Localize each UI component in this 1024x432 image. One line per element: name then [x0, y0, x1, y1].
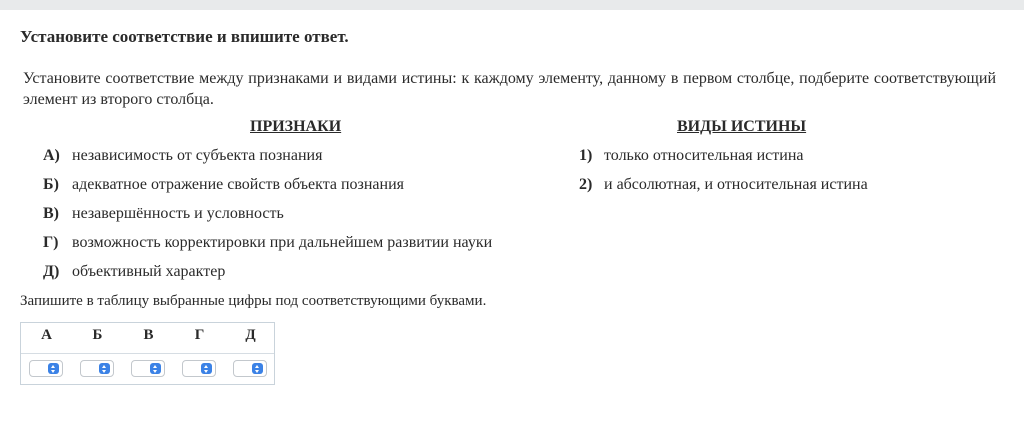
updown-chevron-icon [252, 363, 263, 374]
top-strip [0, 0, 1024, 10]
answer-select-d[interactable] [233, 360, 267, 377]
task-instructions: Установите соответствие между признаками и видами истины: к каждому элементу, данному в первом столбце, подберите соответствующий элемент из второго столбца. [23, 70, 996, 108]
item-text: незавершённость и условность [72, 205, 284, 222]
task-heading: Установите соответствие и впишите ответ. [20, 27, 349, 46]
answer-letter-a: А [41, 327, 52, 343]
updown-chevron-icon [201, 363, 212, 374]
answer-letter-d: Д [245, 327, 256, 343]
item-key: Г) [43, 234, 59, 251]
updown-chevron-icon [150, 363, 161, 374]
item-key: В) [43, 205, 59, 222]
answer-select-v[interactable] [131, 360, 165, 377]
item-text: адекватное отражение свойств объекта познания [72, 176, 405, 193]
answer-select-a[interactable] [29, 360, 63, 377]
answer-select-g[interactable] [182, 360, 216, 377]
answer-note: Запишите в таблицу выбранные цифры под соответствующими буквами. [20, 293, 487, 309]
right-column-header: ВИДЫ ИСТИНЫ [677, 118, 807, 135]
left-column-header: ПРИЗНАКИ [250, 118, 342, 135]
item-key: Д) [43, 263, 60, 280]
item-text: только относительная истина [604, 147, 804, 164]
answer-letters-row [21, 323, 274, 354]
updown-chevron-icon [48, 363, 59, 374]
answer-table [20, 322, 275, 385]
answer-letter-v: В [143, 327, 154, 343]
item-text: независимость от субъекта познания [72, 147, 323, 164]
item-text: возможность корректировки при дальнейшем развитии науки [72, 234, 493, 251]
item-text: объективный характер [72, 263, 226, 280]
answer-letter-g: Г [194, 327, 205, 343]
item-key: 2) [579, 176, 593, 193]
updown-chevron-icon [99, 363, 110, 374]
item-key: Б) [43, 176, 59, 193]
item-key: А) [43, 147, 60, 164]
answer-select-b[interactable] [80, 360, 114, 377]
item-text: и абсолютная, и относительная истина [604, 176, 868, 193]
item-key: 1) [579, 147, 593, 164]
answer-letter-b: Б [92, 327, 103, 343]
